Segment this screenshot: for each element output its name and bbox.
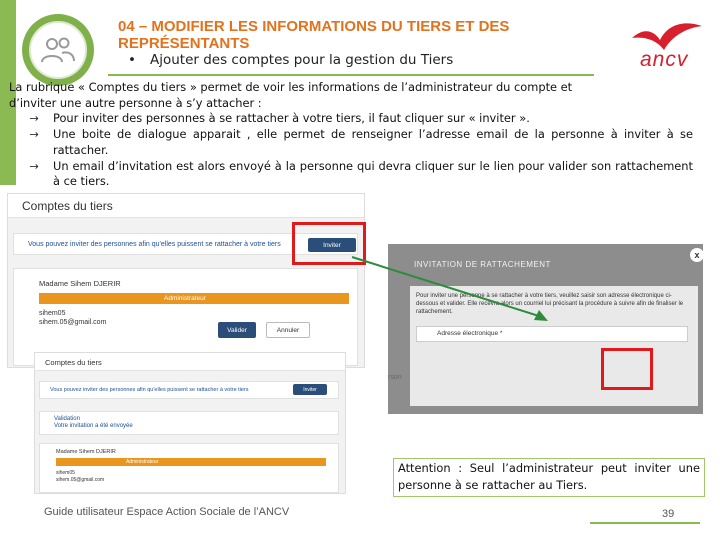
list-item	[9, 127, 693, 158]
list-item	[9, 111, 693, 127]
dialog-title: INVITATION DE RATTACHEMENT	[414, 260, 551, 269]
invite-button-label: Inviter	[323, 241, 341, 249]
invite-info-banner: Vous pouvez inviter des personnes afin qu'elles puissent se rattacher à votre tiers	[13, 233, 358, 255]
invite-button[interactable]	[293, 384, 327, 395]
admin-role-badge: Administrateur	[39, 293, 349, 304]
admin-email	[39, 309, 106, 327]
email-field[interactable]: Adresse électronique *	[416, 326, 688, 342]
admin-name: Madame Sihem DJERIR	[39, 279, 121, 288]
subtitle-text: Ajouter des comptes pour la gestion du Tiers	[149, 52, 454, 68]
validation-title: Validation	[54, 416, 80, 422]
subtitle-bullet: •	[128, 52, 136, 68]
cropped-text: rson	[388, 374, 402, 381]
ancv-logo-text: ancv	[640, 48, 689, 71]
admin-card	[39, 443, 339, 493]
body-text	[9, 80, 693, 190]
title-underline	[108, 74, 594, 76]
intro-line-2: d’inviter une autre personne à s’y attacher :	[9, 95, 262, 110]
accounts-screenshot	[7, 193, 365, 368]
arrow-icon: →	[29, 127, 39, 142]
arrow-icon: →	[29, 111, 39, 126]
attention-note: Attention : Seul l’administrateur peut inviter une personne à se rattacher au Tiers.	[393, 458, 705, 497]
admin-login: sihem05	[56, 470, 75, 476]
valider-button-label: Valider	[227, 326, 247, 334]
valider-button[interactable]	[218, 322, 256, 338]
admin-email-address: sihem.05@gmail.com	[56, 477, 105, 483]
pointer-arrow-icon	[350, 255, 560, 335]
accounts-header-title: Comptes du tiers	[22, 199, 113, 213]
list-item-text: Une boite de dialogue apparait , elle permet de renseigner l’adresse email de la personne à inviter à se rattacher.	[53, 127, 693, 157]
close-icon[interactable]: x	[690, 248, 703, 262]
page-number: 39	[662, 508, 675, 520]
dialog-text: Pour inviter une personne à se rattacher à votre tiers, veuillez saisir son adresse électronique ci-dessous et valider. Elle recevra alors un courriel lui précisant la procédure à suivre afin de finaliser le rattachement.	[416, 293, 684, 315]
admin-name: Madame Sihem DJERIR	[56, 449, 116, 455]
valider-highlight	[601, 348, 653, 390]
list-item	[9, 159, 693, 190]
validation-subtitle: Votre invitation a été envoyée	[54, 423, 133, 429]
list-item-text: Pour inviter des personnes à se rattacher à votre tiers, il faut cliquer sur « inviter ».	[53, 111, 530, 126]
validation-message	[39, 411, 339, 435]
invite-button-label: Inviter	[303, 386, 317, 393]
page-title: 04 – MODIFIER LES INFORMATIONS DU TIERS ET DES REPRÉSENTANTS	[118, 18, 510, 52]
footer-text: Guide utilisateur Espace Action Sociale de l’ANCV	[44, 506, 290, 518]
invite-info-banner: Vous pouvez inviter des personnes afin qu'elles puissent se rattacher à votre tiers	[39, 381, 339, 399]
admin-email	[56, 470, 104, 484]
accounts-validation-screenshot	[34, 352, 346, 494]
arrow-icon: →	[29, 158, 39, 173]
admin-role-badge: Administrateur	[56, 458, 326, 466]
intro-line-1: La rubrique « Comptes du tiers » permet de voir les informations de l’administrateur du compte et	[9, 80, 573, 94]
accounts-header	[8, 194, 364, 218]
annuler-button[interactable]	[266, 322, 310, 338]
footer-underline	[590, 522, 700, 524]
users-icon	[38, 34, 78, 66]
annuler-button-label: Annuler	[276, 326, 300, 334]
list-item-text: Un email d’invitation est alors envoyé à la personne qui devra cliquer sur le lien pour valider son rattachement à ce tiers.	[53, 158, 693, 189]
page-subtitle	[128, 52, 453, 68]
section-badge	[22, 14, 94, 86]
admin-login: sihem05	[39, 310, 66, 317]
admin-email-address: sihem.05@gmail.com	[39, 319, 107, 326]
accounts-header: Comptes du tiers	[35, 353, 345, 371]
